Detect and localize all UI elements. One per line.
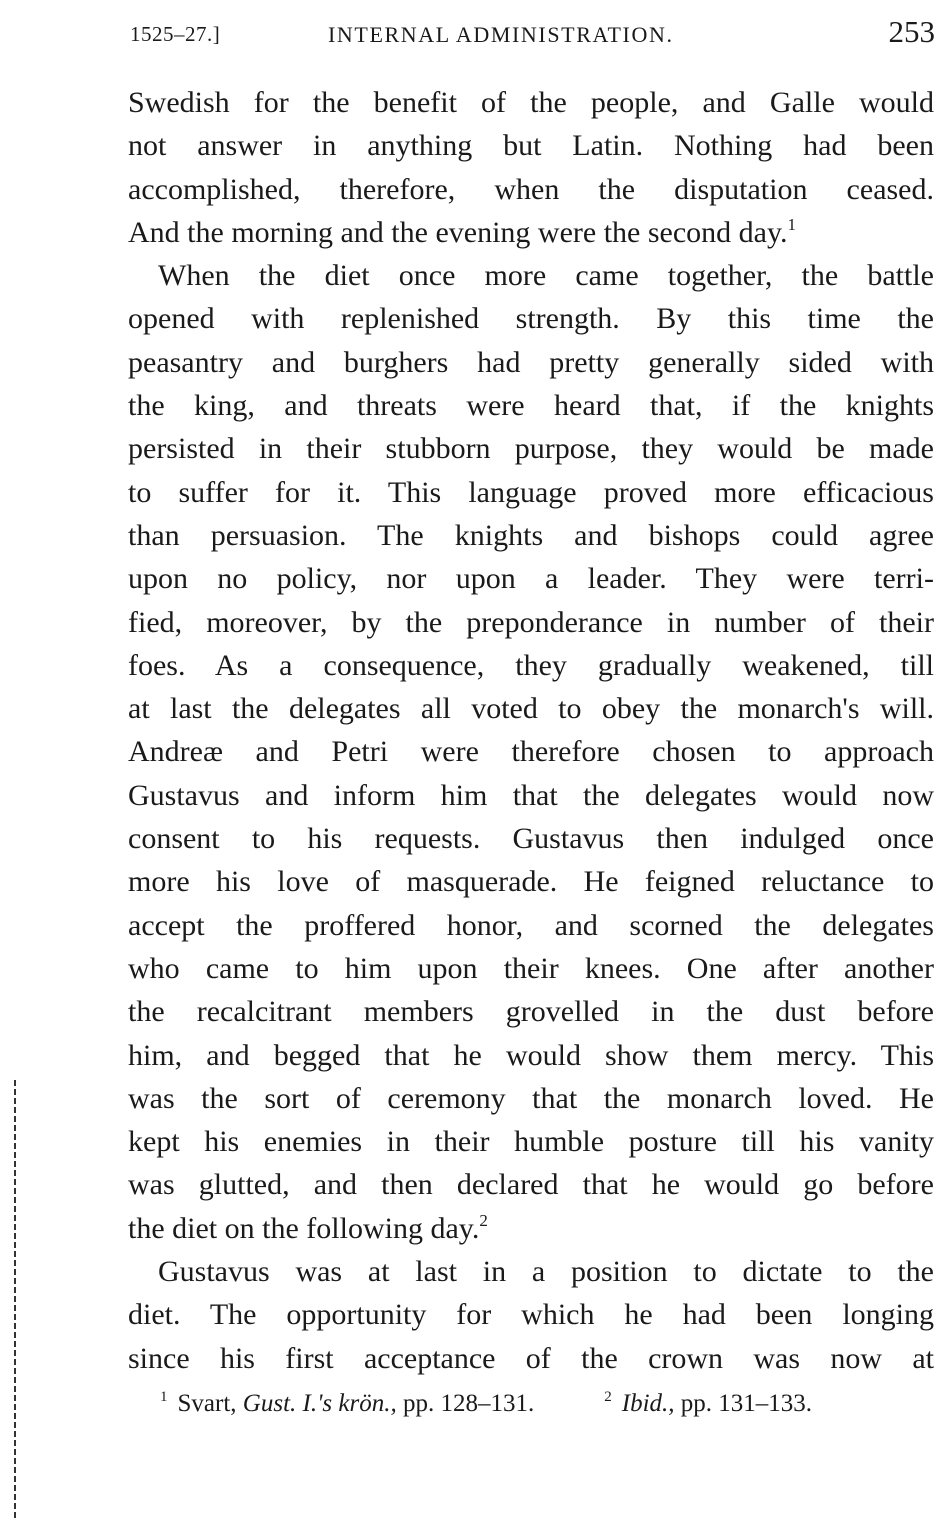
text-line: was glutted, and then declared that he would go before xyxy=(128,1168,934,1202)
text-line: And the morning and the evening were the second day.$^1$ xyxy=(128,214,797,249)
running-head xyxy=(130,14,935,54)
text-line: upon no policy, nor upon a leader. They were terri- xyxy=(128,562,934,596)
date-range: 1525–27.] xyxy=(130,22,221,46)
text-line: the king, and threats were heard that, if the knights xyxy=(128,389,934,423)
chapter-title: INTERNAL ADMINISTRATION. xyxy=(328,22,674,47)
text-line: not answer in anything but Latin. Nothing had been xyxy=(128,129,934,163)
footnote-1: $^1$ Svart, Gust. I.'s krön., pp. 128–131. xyxy=(160,1389,535,1417)
text-line: accept the proffered honor, and scorned the delegates xyxy=(128,908,934,942)
text-line: persisted in their stubborn purpose, they would be made xyxy=(128,432,934,466)
text-line: was the sort of ceremony that the monarch loved. He xyxy=(128,1081,934,1115)
text-line: Gustavus and inform him that the delegates would now xyxy=(128,778,934,812)
text-line: the recalcitrant members grovelled in the dust before xyxy=(128,995,934,1029)
page-number: 253 xyxy=(888,14,935,49)
text-line: who came to him upon their knees. One after another xyxy=(128,951,934,985)
text-line: more his love of masquerade. He feigned reluctance to xyxy=(128,865,934,899)
footnote-ref-2: 2 xyxy=(479,1210,488,1230)
text-line: at last the delegates all voted to obey the monarch's will. xyxy=(128,692,934,726)
text-line: than persuasion. The knights and bishops could agree xyxy=(128,518,934,552)
text-line: Andreæ and Petri were therefore chosen to approach xyxy=(128,735,934,769)
footnote-2: $^2$ Ibid., pp. 131–133. xyxy=(604,1389,813,1417)
text-line: opened with replenished strength. By this time the xyxy=(128,302,934,336)
text-line: the diet on the following day.$^2$ xyxy=(128,1210,488,1245)
text-line: since his first acceptance of the crown was now at xyxy=(128,1341,934,1375)
paragraph-start: Gustavus was at last in a position to dictate to the xyxy=(158,1255,934,1289)
text-line: kept his enemies in their humble posture till his vanity xyxy=(128,1125,934,1159)
text-line: to suffer for it. This language proved more efficacious xyxy=(128,475,934,509)
text-line: consent to his requests. Gustavus then indulged once xyxy=(128,822,934,856)
text-line: fied, moreover, by the preponderance in number of their xyxy=(128,605,934,639)
text-line: foes. As a consequence, they gradually weakened, till xyxy=(128,648,934,682)
scan-edge-mark xyxy=(14,1080,16,1520)
text-line: accomplished, therefore, when the disputation ceased. xyxy=(128,172,934,206)
body-text xyxy=(128,81,934,1380)
footnotes xyxy=(160,1390,940,1418)
text-line: him, and begged that he would show them mercy. This xyxy=(128,1038,934,1072)
text-line: peasantry and burghers had pretty generally sided with xyxy=(128,345,934,379)
text-line: Swedish for the benefit of the people, and Galle would xyxy=(128,86,934,119)
paragraph-start: When the diet once more came together, the battle xyxy=(158,259,934,293)
text-line: diet. The opportunity for which he had been longing xyxy=(128,1298,934,1332)
footnote-ref-1: 1 xyxy=(787,214,797,234)
